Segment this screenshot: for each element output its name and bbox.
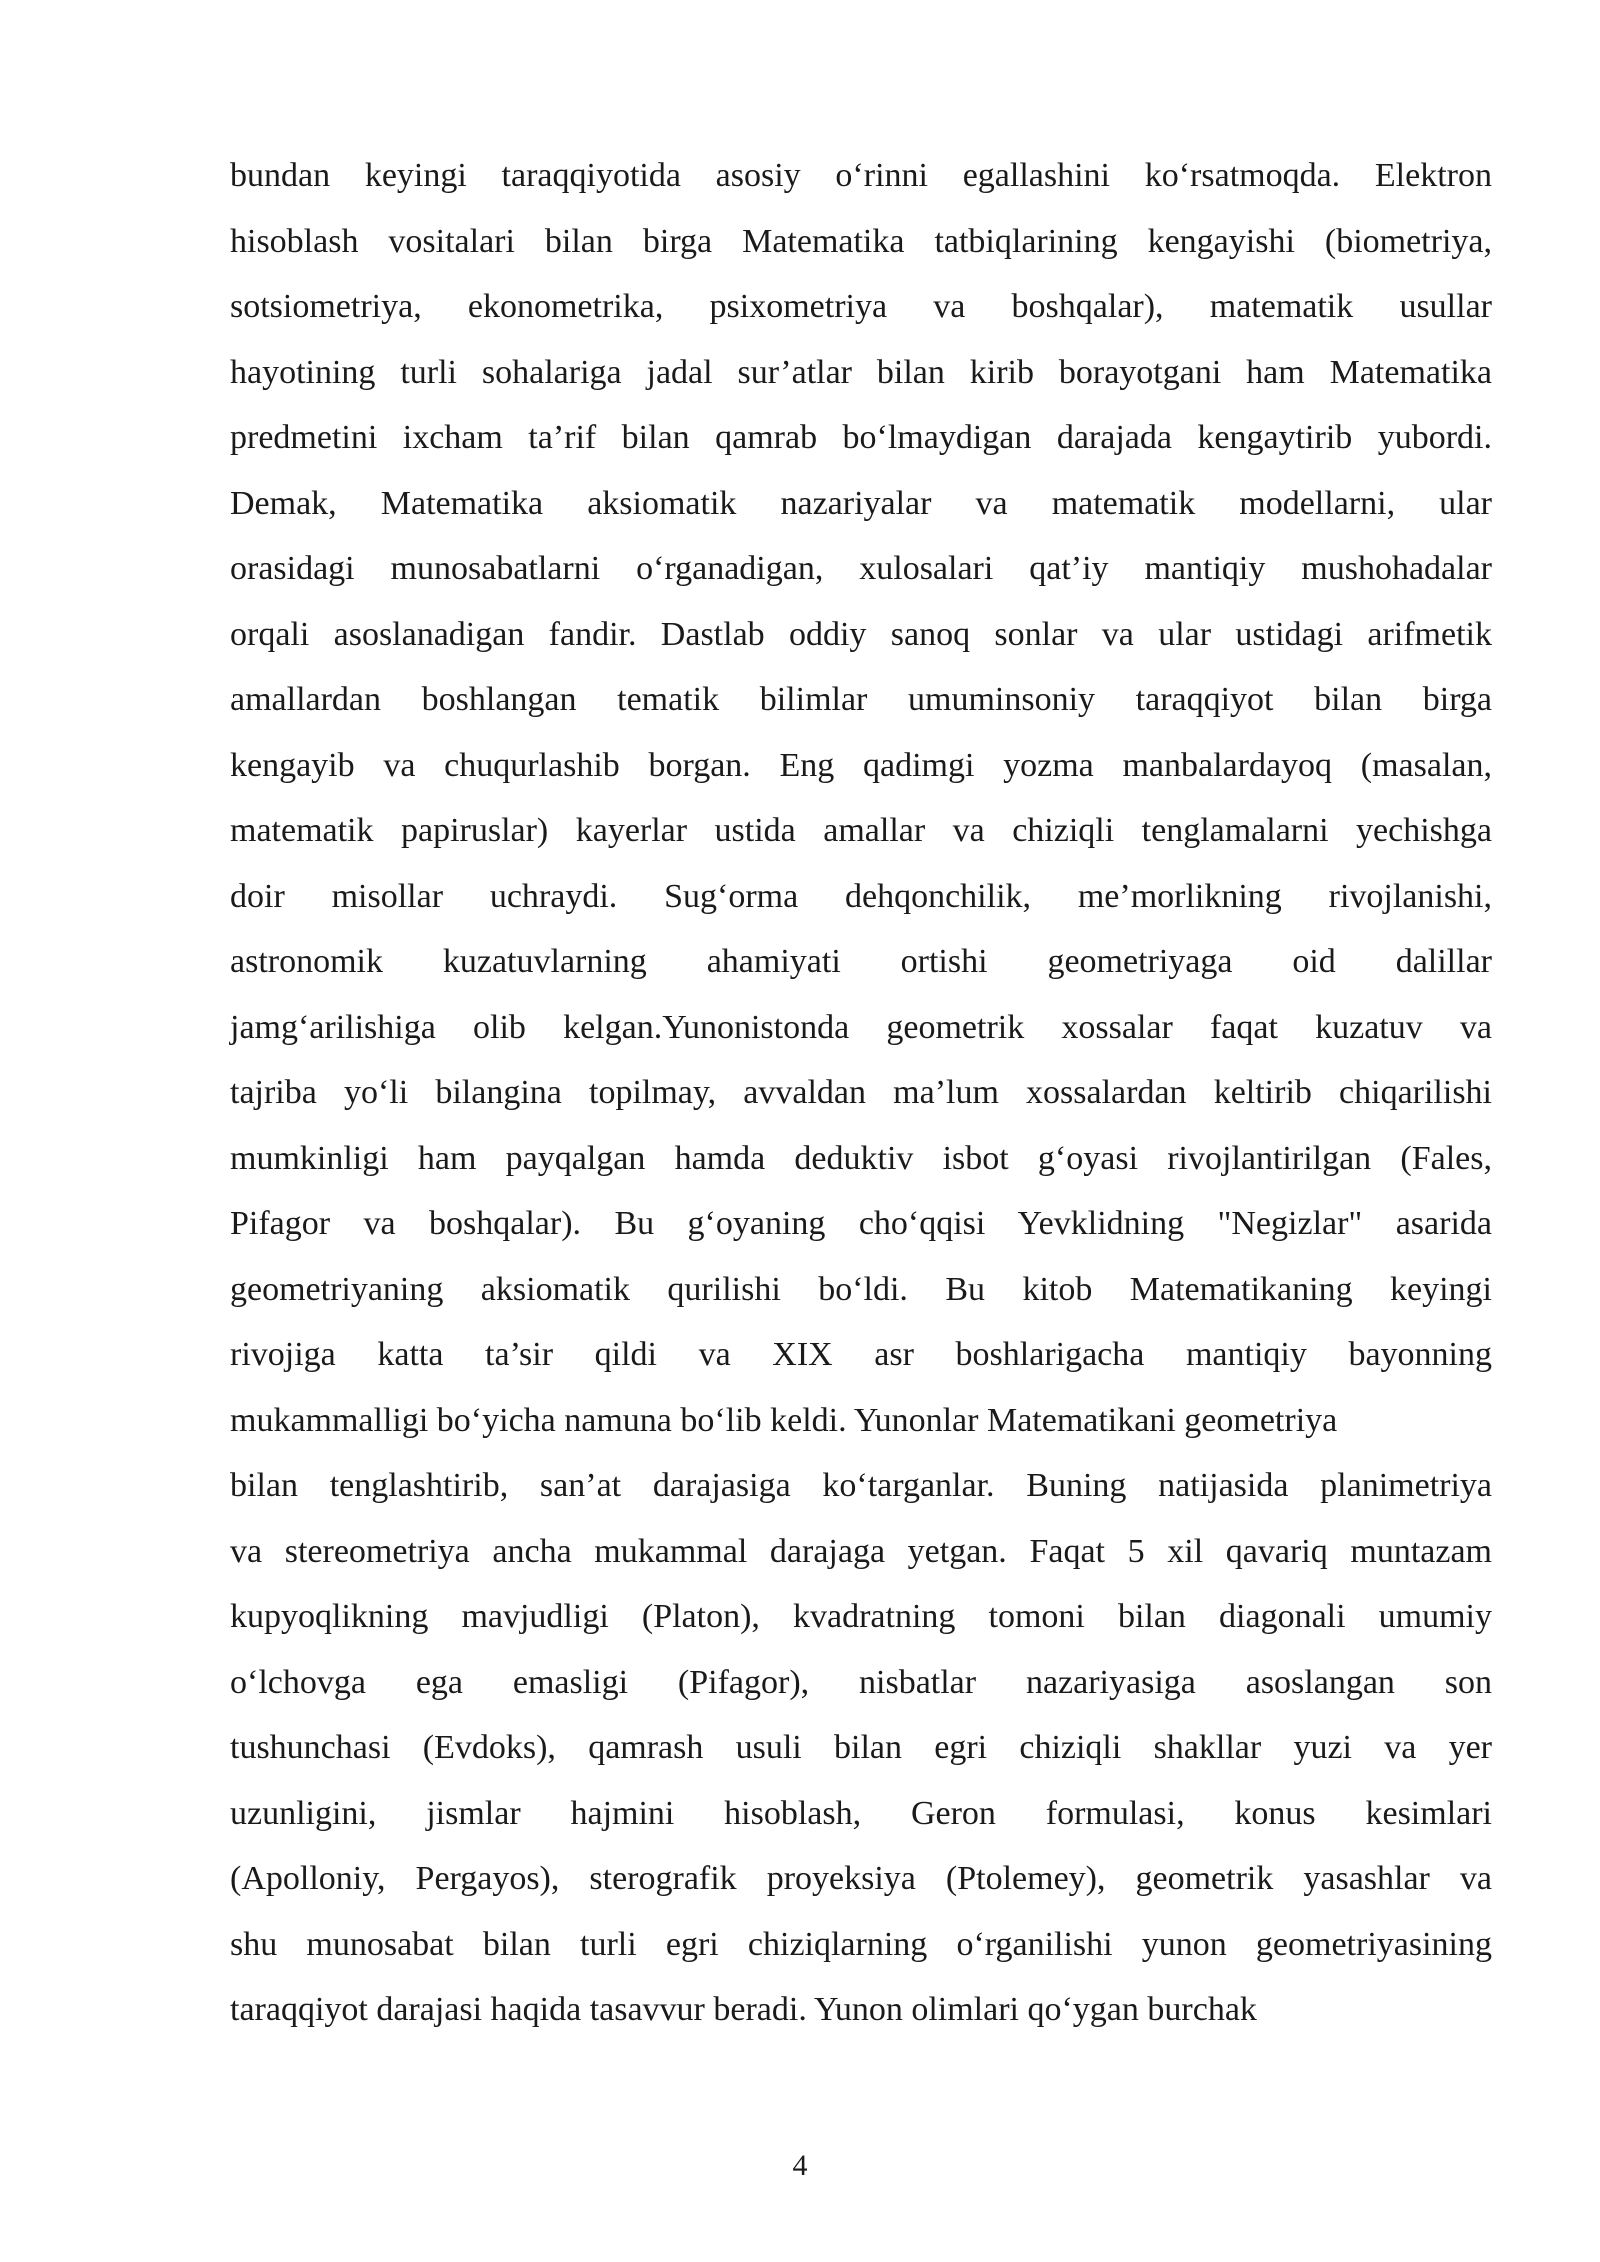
text-line: shu munosabat bilan turli egri chiziqlarning o‘rganilishi yunon geometriyasining: [230, 1925, 1492, 1963]
text-line: orqali asoslanadigan fandir. Dastlab oddiy sanoq sonlar va ular ustidagi arifmetik: [230, 615, 1492, 653]
text-line: bilan tenglashtirib, san’at darajasiga ko‘targanlar. Buning natijasida planimetriya: [230, 1467, 1492, 1504]
text-line: kupyoqlikning mavjudligi (Platon), kvadratning tomoni bilan diagonali umumiy: [230, 1598, 1492, 1635]
text-line: predmetini ixcham ta’rif bilan qamrab bo‘lmaydigan darajada kengaytirib yubordi.: [230, 419, 1492, 456]
text-line: astronomik kuzatuvlarning ahamiyati ortishi geometriyaga oid dalillar: [230, 943, 1492, 980]
text-line: hisoblash vositalari bilan birga Matematika tatbiqlarining kengayishi (biometriya,: [230, 222, 1492, 260]
text-line: jamg‘arilishiga olib kelgan.Yunonistonda geometrik xossalar faqat kuzatuv va: [230, 1008, 1492, 1046]
text-line: Pifagor va boshqalar). Bu g‘oyaning cho‘qqisi Yevklidning "Negizlar" asarida: [230, 1205, 1492, 1242]
text-line: taraqqiyot darajasi haqida tasavvur beradi. Yunon olimlari qo‘ygan burchak: [230, 1991, 1257, 2028]
text-line: mumkinligi ham payqalgan hamda deduktiv isbot g‘oyasi rivojlantirilgan (Fales,: [230, 1139, 1492, 1177]
text-line: va stereometriya ancha mukammal darajaga yetgan. Faqat 5 xil qavariq muntazam: [230, 1532, 1492, 1570]
text-line: kengayib va chuqurlashib borgan. Eng qadimgi yozma manbalardayoq (masalan,: [230, 746, 1492, 784]
text-line: tushunchasi (Evdoks), qamrash usuli bilan egri chiziqli shakllar yuzi va yer: [230, 1729, 1492, 1766]
text-line: hayotining turli sohalariga jadal sur’atlar bilan kirib borayotgani ham Matematika: [230, 353, 1492, 391]
text-line: amallardan boshlangan tematik bilimlar umuminsoniy taraqqiyot bilan birga: [230, 681, 1492, 718]
text-line: uzunligini, jismlar hajmini hisoblash, Geron formulasi, konus kesimlari: [230, 1794, 1492, 1832]
text-line: rivojiga katta ta’sir qildi va XIX asr boshlarigacha mantiqiy bayonning: [230, 1336, 1492, 1373]
text-line: matematik papiruslar) kayerlar ustida amallar va chiziqli tenglamalarni yechishga: [230, 812, 1492, 849]
text-line: tajriba yo‘li bilangina topilmay, avvaldan ma’lum xossalardan keltirib chiqarilishi: [230, 1074, 1492, 1111]
text-line: (Apolloniy, Pergayos), sterografik proyeksiya (Ptolemey), geometrik yasashlar va: [230, 1860, 1492, 1897]
page-number: 4: [792, 2149, 808, 2182]
text-line: bundan keyingi taraqqiyotida asosiy o‘rinni egallashini ko‘rsatmoqda. Elektron: [230, 157, 1492, 194]
text-line: sotsiometriya, ekonometrika, psixometriya va boshqalar), matematik usullar: [230, 288, 1492, 325]
text-line: o‘lchovga ega emasligi (Pifagor), nisbatlar nazariyasiga asoslangan son: [230, 1663, 1492, 1701]
text-line: doir misollar uchraydi. Sug‘orma dehqonchilik, me’morlikning rivojlanishi,: [230, 877, 1492, 915]
text-line: geometriyaning aksiomatik qurilishi bo‘ldi. Bu kitob Matematikaning keyingi: [230, 1270, 1492, 1308]
text-line: orasidagi munosabatlarni o‘rganadigan, xulosalari qat’iy mantiqiy mushohadalar: [230, 550, 1492, 587]
body-text: [230, 150, 1492, 2050]
text-line: Demak, Matematika aksiomatik nazariyalar va matematik modellarni, ular: [230, 484, 1492, 522]
text-line: mukammalligi bo‘yicha namuna bo‘lib keldi. Yunonlar Matematikani geometriya: [230, 1401, 1338, 1439]
